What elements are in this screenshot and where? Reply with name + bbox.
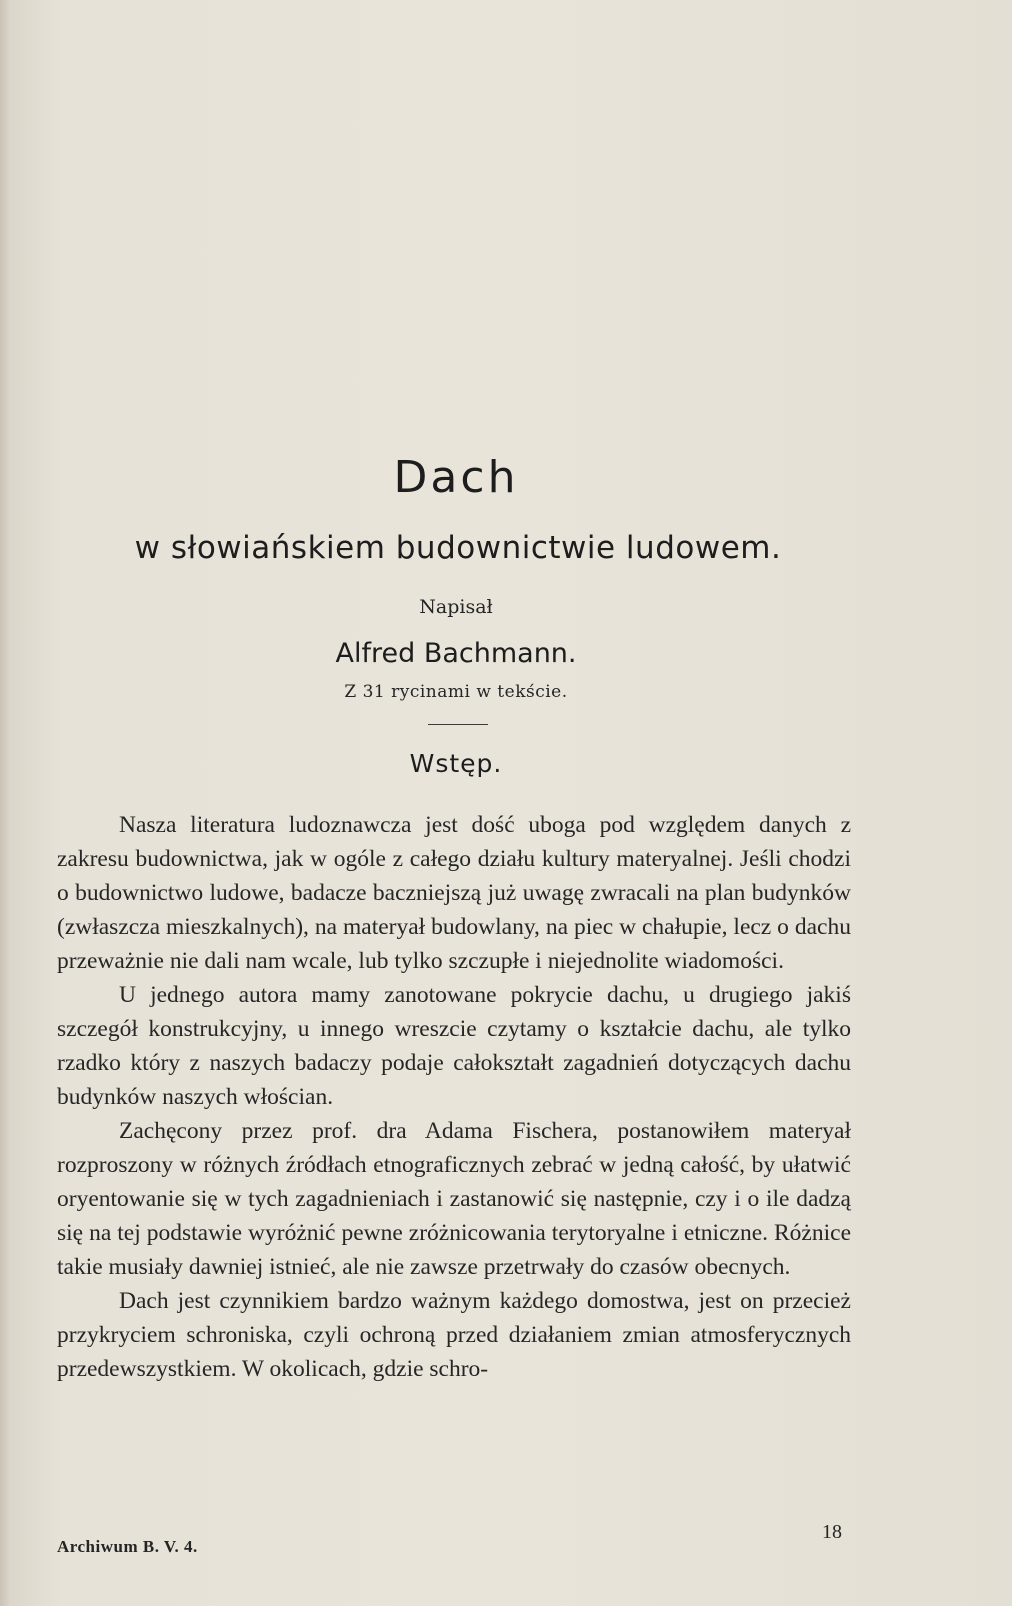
article-body bbox=[57, 808, 851, 1386]
author-name: Alfred Bachmann. bbox=[335, 638, 577, 669]
article-subtitle: w słowiańskiem budownictwie ludowem. bbox=[134, 530, 782, 566]
paragraph: Zachęcony przez prof. dra Adama Fischera, postanowiłem materyał rozproszony w różnych źródłach etnograficznych zebrać w jedną całość, by ułatwić oryentowanie się w tych zagadnieniach i zastanowić się następnie, czy i o ile dadzą się na tej podstawie wyróżnić pewne zróżnicowania terytoryalne i etniczne. Różnice takie musiały dawniej istnieć, ale nie zawsze przetrwały do czasów obecnych. bbox=[57, 1118, 851, 1280]
paragraph: Dach jest czynnikiem bardzo ważnym każdego domostwa, jest on przecież przykryciem schroniska, czyli ochroną przed działaniem zmian atmosferycznych przedewszystkiem. W okolicach, gdzie schro- bbox=[57, 1288, 851, 1382]
byline-label: Napisał bbox=[419, 596, 493, 618]
article-title: Dach bbox=[393, 452, 519, 503]
paragraph: Nasza literatura ludoznawcza jest dość uboga pod względem danych z zakresu budownictwa, jak w ogóle z całego działu kultury materyalnej. Jeśli chodzi o budownictwo ludowe, badacze baczniejszą już uwagę zwracali na plan budynków (zwłaszcza mieszkalnych), na materyał budowlany, na piec w chałupie, lecz o dachu przeważnie nie dali nam wcale, lub tylko szczupłe i niejednolite wiadomości. bbox=[57, 812, 851, 974]
page-number: 18 bbox=[822, 1521, 842, 1543]
illustrations-note: Z 31 rycinami w tekście. bbox=[344, 682, 568, 702]
title-divider bbox=[428, 724, 488, 725]
paragraph: U jednego autora mamy zanotowane pokrycie dachu, u drugiego jakiś szczegół konstrukcyjny, u innego wreszcie czytamy o kształcie dachu, ale tylko rzadko który z naszych badaczy podaje całokształt zagadnień dotyczących dachu budynków naszych włościan. bbox=[57, 982, 851, 1110]
journal-signature: Archiwum B. V. 4. bbox=[57, 1537, 198, 1556]
section-heading: Wstęp. bbox=[409, 749, 503, 778]
